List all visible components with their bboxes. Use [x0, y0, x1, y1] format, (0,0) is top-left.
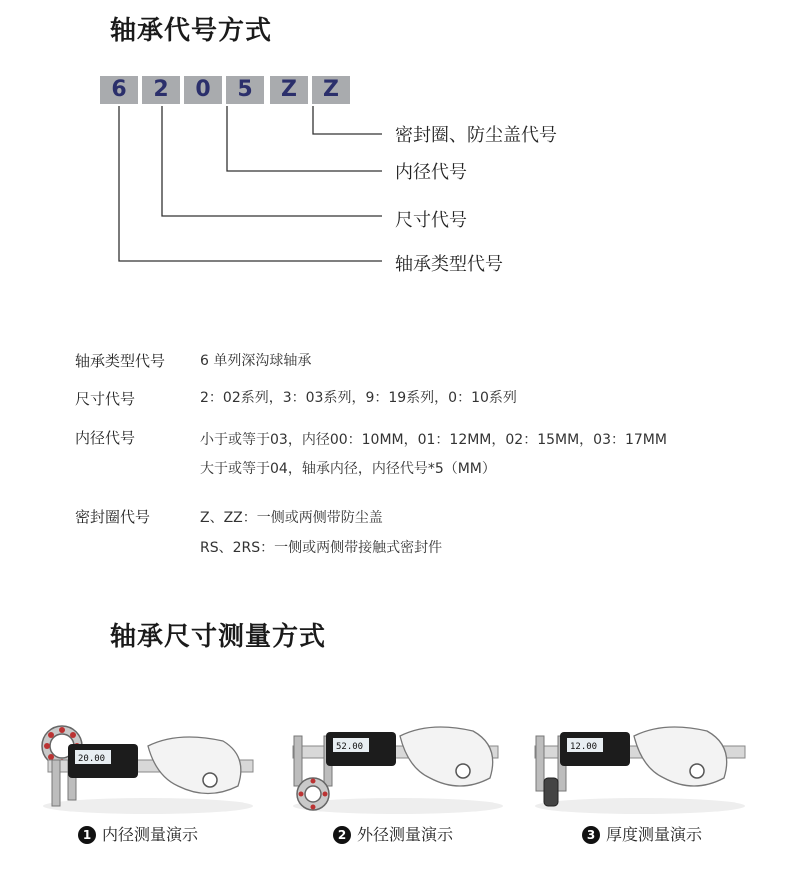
demo-image-thickness — [530, 716, 750, 816]
connector-seal — [313, 106, 382, 134]
caliper-reading-2: 52.00 — [336, 742, 364, 752]
demo-image-inner-diameter — [38, 716, 258, 816]
table-value-seal-2: RS、2RS：一侧或两侧带接触式密封件 — [200, 540, 443, 556]
connector-bore — [227, 106, 382, 171]
table-value-type: 6 单列深沟球轴承 — [200, 353, 312, 369]
code-char-seal-2: Z — [312, 76, 350, 104]
table-label-bore: 内径代号 — [75, 429, 136, 447]
table-label-seal: 密封圈代号 — [75, 508, 151, 526]
callout-size-code: 尺寸代号 — [395, 210, 467, 231]
step-number-1: 1 — [78, 826, 96, 844]
step-number-3: 3 — [582, 826, 600, 844]
caption-inner-diameter-label: 内径测量演示 — [102, 825, 199, 844]
table-value-size: 2：02系列，3：03系列，9：19系列，0：10系列 — [200, 390, 517, 406]
connector-size — [162, 106, 382, 216]
table-label-size: 尺寸代号 — [75, 390, 136, 408]
caption-thickness — [582, 822, 702, 845]
table-value-seal-1: Z、ZZ：一侧或两侧带防尘盖 — [200, 510, 383, 526]
section-title-bearing-code: 轴承代号方式 — [110, 16, 273, 46]
connector-type — [119, 106, 382, 261]
table-label-type: 轴承类型代号 — [75, 352, 166, 370]
code-char-seal-1: Z — [270, 76, 308, 104]
table-value-bore-1: 小于或等于03，内径00：10MM，01：12MM，02：15MM，03：17MM — [200, 432, 667, 448]
table-value-bore-2: 大于或等于04，轴承内径，内径代号*5（MM） — [200, 461, 496, 477]
code-char-bore-1: 0 — [184, 76, 222, 104]
callout-seal-code: 密封圈、防尘盖代号 — [395, 125, 557, 146]
caption-inner-diameter — [78, 822, 198, 845]
code-char-bore-2: 5 — [226, 76, 264, 104]
callout-bore-code: 内径代号 — [395, 162, 467, 183]
caption-outer-diameter — [333, 822, 453, 845]
caption-thickness-label: 厚度测量演示 — [606, 825, 703, 844]
step-number-2: 2 — [333, 826, 351, 844]
demo-image-outer-diameter — [288, 716, 508, 816]
callout-type-code: 轴承类型代号 — [395, 254, 503, 275]
caliper-reading-1: 20.00 — [78, 754, 106, 764]
code-char-type: 6 — [100, 76, 138, 104]
section-title-measurement: 轴承尺寸测量方式 — [110, 622, 327, 652]
code-char-size: 2 — [142, 76, 180, 104]
caption-outer-diameter-label: 外径测量演示 — [357, 825, 454, 844]
caliper-reading-3: 12.00 — [570, 742, 598, 752]
